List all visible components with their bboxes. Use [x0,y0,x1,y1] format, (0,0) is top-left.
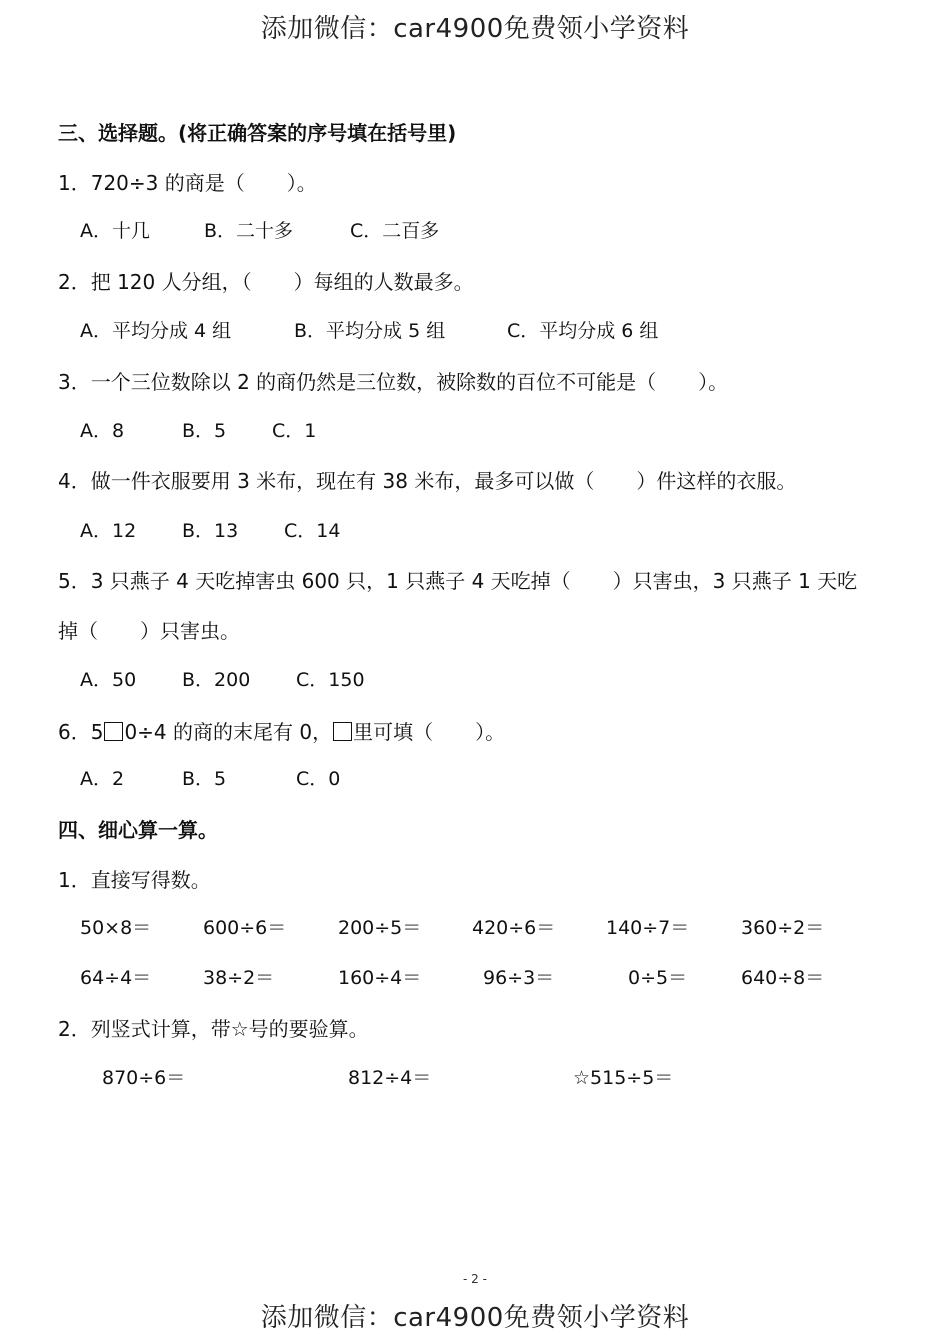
q1-option-c: C．二百多 [350,220,440,242]
q2-option-b: B．平均分成 5 组 [294,320,446,342]
q6-option-a: A．2 [80,768,125,790]
calc-item: 38÷2＝ [203,967,275,989]
q6-option-b: B．5 [182,768,227,790]
section4-title: 四、细心算一算。 [58,818,218,842]
q3-option-c: C．1 [272,420,317,442]
section3-title: 三、选择题。(将正确答案的序号填在括号里) [58,121,457,145]
calc-item: 640÷8＝ [741,967,825,989]
q4-option-b: B．13 [182,520,239,542]
section4-q1-title: 1．直接写得数。 [58,868,211,892]
ghost-text-top [0,44,950,58]
page-number: - 2 - [463,1272,487,1286]
q5-option-a: A．50 [80,669,137,691]
calc-item: 140÷7＝ [606,917,690,939]
watermark-top: 添加微信：car4900免费领小学资料 [260,14,690,44]
watermark-bottom: 添加微信：car4900免费领小学资料 [260,1303,690,1333]
question-4: 4．做一件衣服要用 3 米布，现在有 38 米布，最多可以做（ ）件这样的衣服。 [58,469,797,493]
calc-item: 360÷2＝ [741,917,825,939]
vertical-calc-item: 870÷6＝ [102,1067,186,1089]
vertical-calc-item: 812÷4＝ [348,1067,432,1089]
question-5-line1: 5．3 只燕子 4 天吃掉害虫 600 只，1 只燕子 4 天吃掉（ ）只害虫，3 只燕子 1 天吃 [58,569,858,593]
question-3: 3．一个三位数除以 2 的商仍然是三位数，被除数的百位不可能是（ ）。 [58,370,729,394]
q3-option-a: A．8 [80,420,125,442]
question-2: 2．把 120 人分组，（ ）每组的人数最多。 [58,270,474,294]
section4-q2-title: 2．列竖式计算，带☆号的要验算。 [58,1017,369,1041]
calc-item: 600÷6＝ [203,917,287,939]
q4-option-c: C．14 [284,520,341,542]
q6-option-c: C．0 [296,768,341,790]
calc-item: 0÷5＝ [628,967,688,989]
question-5-line2: 掉（ ）只害虫。 [58,619,240,643]
calc-item: 50×8＝ [80,917,152,939]
question-6: 6．5 0÷4 的商的末尾有 0， 里可填（ ）。 [58,720,506,744]
q2-option-a: A．平均分成 4 组 [80,320,232,342]
q1-option-a: A．十几 [80,220,150,242]
q5-option-c: C．150 [296,669,365,691]
calc-item: 96÷3＝ [483,967,555,989]
q2-option-c: C．平均分成 6 组 [507,320,659,342]
q5-option-b: B．200 [182,669,251,691]
calc-item: 420÷6＝ [472,917,556,939]
q3-option-b: B．5 [182,420,227,442]
calc-item: 64÷4＝ [80,967,152,989]
question-1: 1．720÷3 的商是（ ）。 [58,171,317,195]
q4-option-a: A．12 [80,520,137,542]
digit-box [104,722,123,741]
vertical-calc-item: ☆515÷5＝ [573,1067,674,1089]
digit-box [333,722,352,741]
calc-item: 160÷4＝ [338,967,422,989]
q1-option-b: B．二十多 [204,220,294,242]
calc-item: 200÷5＝ [338,917,422,939]
